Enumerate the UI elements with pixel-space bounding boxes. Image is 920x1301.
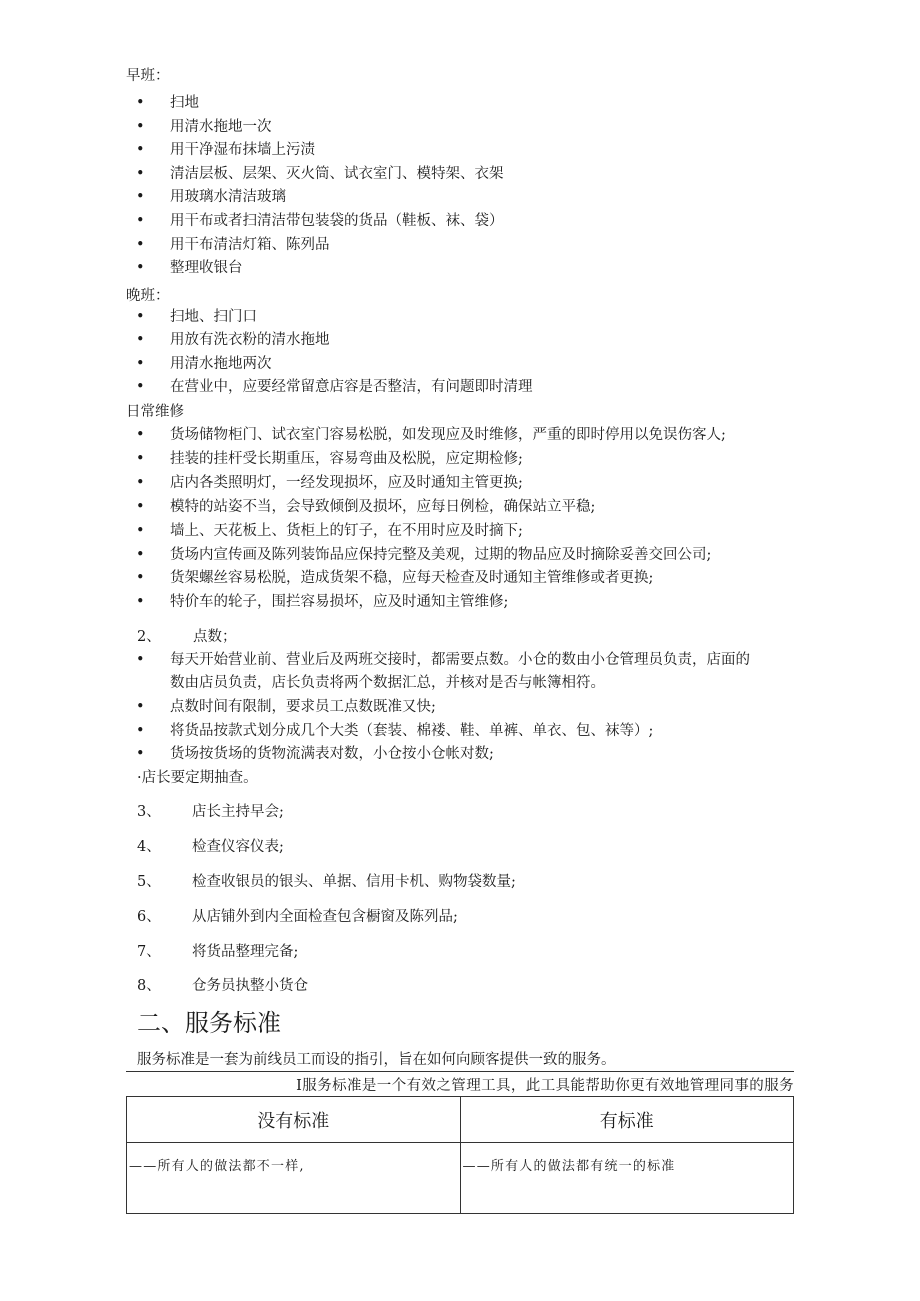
count-item-1-line-1: 每天开始营业前、营业后及两班交接时，都需要点数。小仓的数由小仓管理员负责，店面的 [170, 652, 750, 668]
bullet-marker: • [136, 213, 145, 229]
step-text: 检查仪容仪表; [192, 839, 284, 855]
bullet-marker: • [136, 546, 145, 563]
list-item-text: 货场储物柜门、试衣室门容易松脱，如发现应及时维修，严重的即时停用以免误伤客人; [170, 427, 726, 443]
count-item-1-line-2: 数由店员负责，店长负责将两个数据汇总，并核对是否与帐簿相符。 [170, 675, 605, 691]
divider-line [126, 1071, 794, 1072]
bullet-marker: • [136, 309, 145, 325]
list-item-text: 特价车的轮子，围拦容易损坏，应及时通知主管维修; [170, 594, 509, 611]
list-item-text: 挂装的挂杆受长期重压，容易弯曲及松脱，应定期检修; [170, 450, 523, 467]
list-item-text: 货场按货场的货物流满表对数，小仓按小仓帐对数; [170, 746, 494, 762]
header-with-standard: 有标准 [460, 1097, 794, 1143]
bullet-marker: • [136, 522, 145, 539]
bullet-marker: • [136, 189, 145, 206]
maintenance-heading: 日常维修 [126, 404, 184, 420]
bullet-marker: • [136, 652, 145, 668]
evening-heading: 晚班： [126, 288, 170, 304]
count-number: 2、 [137, 629, 161, 645]
step-number: 5、 [137, 874, 161, 890]
list-item-text: 店内各类照明灯，一经发现损坏，应及时通知主管更换; [170, 474, 523, 491]
bullet-marker: • [136, 165, 145, 182]
section-title: 二、服务标准 [137, 1009, 281, 1037]
step-text: 检查收银员的银头、单据、信用卡机、购物袋数量; [192, 874, 516, 890]
list-item-text: 用玻璃水清洁玻璃 [170, 189, 286, 206]
bullet-marker: • [136, 95, 145, 111]
list-item-text: 用放有洗衣粉的清水拖地 [170, 332, 330, 349]
list-item-text: 货场内宣传画及陈列装饰品应保持完整及美观，过期的物品应及时摘除妥善交回公司; [170, 546, 712, 563]
count-note: ·店长要定期抽查。 [137, 770, 258, 786]
list-item-text: 模特的站姿不当，会导致倾倒及损坏，应每日例检，确保站立平稳; [170, 498, 596, 515]
bullet-marker: • [136, 355, 145, 372]
bullet-marker: • [136, 450, 145, 467]
bullet-marker: • [136, 498, 145, 515]
list-item-text: 用干布或者扫清洁带包装袋的货品（鞋板、袜、袋） [170, 213, 504, 229]
bullet-marker: • [136, 236, 145, 253]
bullet-marker: • [136, 474, 145, 491]
bullet-marker: • [136, 427, 145, 443]
list-item-text: 用干净湿布抹墙上污渍 [170, 142, 315, 159]
list-item-text: 货架螺丝容易松脱，造成货架不稳，应每天检查及时通知主管维修或者更换; [170, 570, 654, 587]
list-item-text: 扫地 [170, 95, 199, 111]
morning-heading: 早班： [126, 68, 170, 84]
step-number: 7、 [137, 944, 161, 960]
bullet-marker: • [136, 746, 145, 762]
step-text: 从店铺外到内全面检查包含橱窗及陈列品; [192, 909, 458, 925]
section-intro: 服务标准是一套为前线员工而设的指引，旨在如何向顾客提供一致的服务。 [137, 1052, 616, 1068]
bullet-marker: • [136, 699, 145, 715]
list-item-text: 扫地、扫门口 [170, 309, 257, 325]
count-title: 点数； [193, 629, 237, 645]
list-item-text: 整理收银台 [170, 260, 243, 277]
step-text: 仓务员执整小货仓 [192, 978, 308, 994]
step-text: 将货品整理完备; [192, 944, 299, 960]
step-text: 店长主持早会; [192, 804, 284, 820]
bullet-marker: • [136, 332, 145, 349]
list-item-text: 用清水拖地两次 [170, 355, 272, 372]
step-number: 6、 [137, 909, 161, 925]
bullet-marker: • [136, 142, 145, 159]
bullet-marker: • [136, 594, 145, 611]
step-number: 3、 [137, 804, 161, 820]
list-item-text: 点数时间有限制，要求员工点数既准又快; [170, 699, 436, 715]
cell-with-standard: ——所有人的做法都有统一的标准 [460, 1143, 794, 1214]
list-item-text: 在营业中，应要经常留意店容是否整洁，有问题即时清理 [170, 378, 533, 395]
step-number: 8、 [137, 978, 161, 994]
bullet-marker: • [136, 260, 145, 277]
table-row [127, 1143, 794, 1214]
list-item-text: 用干布清洁灯箱、陈列品 [170, 236, 330, 253]
bullet-marker: • [136, 118, 145, 135]
standards-table [126, 1096, 794, 1214]
bullet-marker: • [136, 378, 145, 395]
list-item-text: 将货品按款式划分成几个大类（套装、棉褛、鞋、单裤、单衣、包、袜等）; [170, 722, 654, 739]
bullet-marker: • [136, 570, 145, 587]
table-header-row [127, 1097, 794, 1143]
list-item-text: 用清水拖地一次 [170, 118, 272, 135]
bullet-marker: • [136, 722, 145, 739]
list-item-text: 清洁层板、层架、灭火筒、试衣室门、模特架、衣架 [170, 165, 504, 182]
header-no-standard: 没有标准 [127, 1097, 461, 1143]
step-number: 4、 [137, 839, 161, 855]
list-item-text: 墙上、天花板上、货柜上的钉子，在不用时应及时摘下; [170, 522, 523, 539]
cell-no-standard: ——所有人的做法都不一样, [127, 1143, 461, 1214]
section-note: I服务标准是一个有效之管理工具，此工具能帮助你更有效地管理同事的服务 [296, 1078, 794, 1094]
